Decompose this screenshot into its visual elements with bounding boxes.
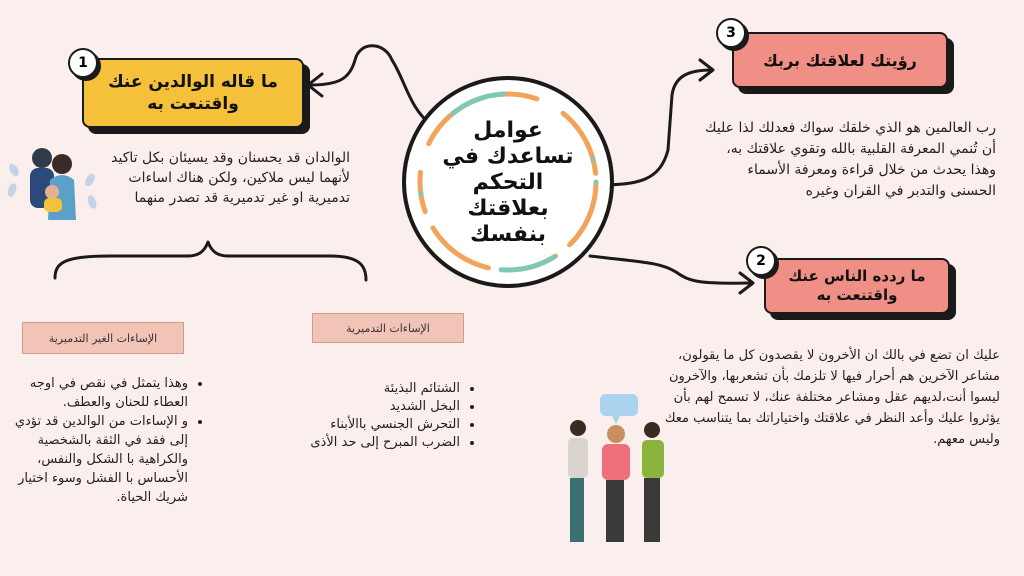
connector-node-2 xyxy=(590,256,752,283)
list-item: • وهذا يتمثل في نقص في اوجه العطاء للحنان والعطف. xyxy=(14,374,188,412)
connector-node-3 xyxy=(598,70,712,185)
tag-non-destructive xyxy=(22,322,184,354)
center-circle xyxy=(402,76,614,288)
badge-2: 2 xyxy=(746,246,776,276)
non-destructive-list xyxy=(14,374,210,507)
people-illustration xyxy=(560,392,680,556)
list-item: • الضرب المبرح إلى حد الأذى xyxy=(300,434,460,452)
node-god-title: رؤيتك لعلاقتك بربك xyxy=(763,50,917,70)
tag-non-destructive-label: الإساءات الغير التدميرية xyxy=(48,331,158,345)
destructive-list xyxy=(300,380,482,452)
node-people-body: عليك ان تضع في بالك ان الأخرون لا يقصدون كل ما يقولون، مشاعر الآخرين هم أحرار فيها لا تلزمك بأن تشعربها، والآخرون ليسوا أنت،لديهم عقل ومشاعر مختلفة عنك، لا تسمح لهم بأن يؤثروا عليك وأعد النظر في علاقتك واختياراتك بما يتناسب معك وليس معهم. xyxy=(664,348,1000,447)
node-god-body: رب العالمين هو الذي خلقك سواك فعدلك لذا عليك أن تُنمي المعرفة القلبية بالله وتقوي علاقتك به، وهذا يحدث من خلال قراءة ومعرفة الأسماء الحسنى والتدبر في القران وغيره xyxy=(705,120,996,199)
node-people xyxy=(764,258,950,314)
badge-1: 1 xyxy=(68,48,98,78)
node-parents xyxy=(82,58,304,128)
list-item: • التحرش الجنسي باالأبناء xyxy=(300,416,460,434)
node-parents-title: ما قاله الوالدين عنك واقتنعت به xyxy=(108,72,278,114)
node-people-title: ما ردده الناس عنك واقتنعت به xyxy=(788,267,926,304)
brace xyxy=(55,242,366,280)
node-god xyxy=(732,32,948,88)
center-title: عوامل تساعدك في التحكم بعلاقتك بنفسك xyxy=(442,118,574,247)
tag-destructive xyxy=(312,313,464,343)
list-item: • الشتائم البذيئة xyxy=(300,380,460,398)
badge-3: 3 xyxy=(716,18,746,48)
list-item: • البخل الشديد xyxy=(300,398,460,416)
list-item: • و الإساءات من الوالدين قد تؤدي إلى فقد في الثقة بالشخصية والكراهية با الشكل والنفس، الأحساس با الفشل وسوء اختيار شريك الحياة. xyxy=(14,412,188,507)
tag-destructive-label: الإساءات التدميرية xyxy=(346,321,430,335)
family-illustration xyxy=(4,140,100,240)
node-parents-body: الوالدان قد يحسنان وقد يسيئان بكل تاكيد لأنهما ليس ملاكين، ولكن هناك اساءات تدميرية او غير تدميرية قد تصدر منهما xyxy=(111,150,350,206)
